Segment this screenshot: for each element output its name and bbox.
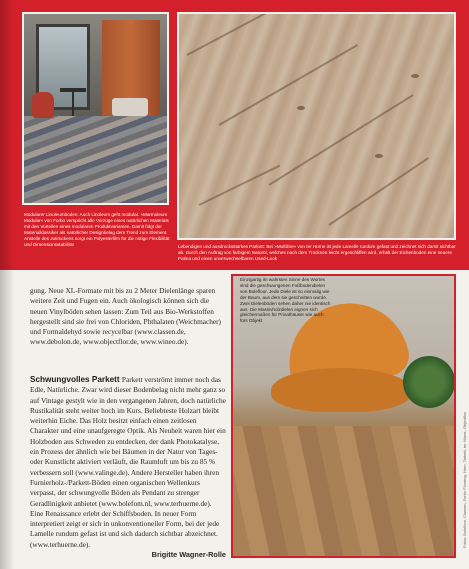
wood-grain-line	[187, 12, 294, 56]
red-chair	[32, 92, 54, 118]
wooden-parquet-floor-photo	[177, 12, 456, 240]
author-byline: Brigitte Wagner-Rolle	[151, 550, 226, 560]
plant	[403, 356, 455, 408]
wood-grain-line	[328, 157, 429, 226]
caption-linoleum: Modularer Linoleumboden: Auch Linoleum geht modular. »Marmoleum Modular« von Forbo verspricht alle Vorzüge eines natürlichen Materials mit den Vorteilen eines modularen Produktvarianten. Damit folgt der Materialklassiker als natürlicher Designbelag dem Trend zum Element. Anstelle des Jutirückens sorgt ein Polyesterfilm für die nötige Flexibilität und Dimensionsstabilität	[24, 212, 170, 248]
wood-grain-line	[268, 94, 413, 186]
wood-grain-line	[199, 165, 281, 206]
wood-knot	[411, 74, 419, 78]
carpet-tiles	[24, 116, 167, 205]
photo-credits: Fotos: Bolefloor, Classen, Forbo Flooring, Haro, Tarkett, ter Hürne, Objectflor	[462, 412, 467, 548]
chair-seat	[271, 368, 411, 412]
wood-knot	[375, 154, 383, 158]
article-paragraph-2: Parkett verströmt immer noch das Edle, Natürliche. Zwar wird dieser Bodenbelag nicht mehr ganz so auf Vintage gestylt wie in den vergangenen Jahren, doch natürliche Rustikalität steht weiter hoch im Kurs. Beliebteste Holzart bleibt weiterhin Eiche. Das Holz besitzt einfach einen zeitlosen Charakter und eine unaufgeregte Optik. Als Neuheit waren hier ein Holzboden aus Schweden zu entdecken, der dank Photokatalyse, ein Prozess der ähnlich wie bei Bäumen in der Natur von Tages- oder Kunstlicht aktiviert verläuft, die Raumluft um bis zu 85 % verbessern soll (www.valinge.de). Andere Hersteller haben ihren Furnierholz-/Parkett-Böden einen organischen Wellenkurs verpasst, der schwungvolle Böden als Pendant zu strenger Geradlinigkeit anbietet (www.bolefom.nl, www.terhuerne.de). Eine Renaissance erlebt der Schiffsboden. In neuer Form interpretiert zeigt er sich in unkonventioneller Form, bei der jede Lamelle rundum gefast ist und sich dadurch sichtbar abzeichnet. (www.terhuerne.de).	[30, 375, 226, 549]
article-paragraph-1: gung. Neue XL-Formate mit bis zu 2 Meter Dielenlänge sparen weitere Zeit und Fugen ein. Auch ökologisch können sich die neuen Vinylböden sehen lassen: Zum Teil aus Bio-Werkstoffen hergestellt sind sie frei von Chloriden, Phthalaten (Weichmacher) und Formaldehyd sowie recycelbar (www.classen.de, www.debolon.de, www.objectflor.de, www.wineo.de).	[30, 286, 221, 347]
office-with-carpet-tiles-photo	[22, 12, 169, 205]
white-sofa	[112, 98, 148, 116]
wood-grain-line	[219, 44, 359, 126]
curved-floor-planks	[233, 426, 454, 556]
caption-bolefloor: Einzigartig im wahrsten Sinne des Wortes sind die geschwungenen Fußbodendielen von Bolefloor. Jede Diele ist so einmalig wie der Baum, aus dem sie geschnitten wurde. Zwei Dielenböden sehen daher nie identisch aus. Die Massivholzdielen eignen sich gleichermaßen für Privathäuser wie auch fürs Objekt	[240, 277, 331, 324]
wood-knot	[297, 106, 305, 110]
article-section	[30, 375, 226, 560]
page-fold-shadow	[0, 0, 14, 569]
caption-parquet: Lebendigen und ausdrucksstarkes Parkett: Bei »Multiline« von ter Hürne ist jede Lamelle rundum gefast und zeichnet sich damit sichtbar ab. Durch den Auftrag von farbigem Naturöl, welches nach dem Trocknen leicht ergeschliffen wird, erhält der Eichenboden eine neuere Patina und einen unverwechselbaren Used-Look	[178, 244, 456, 262]
side-table-leg	[72, 92, 74, 116]
section-heading: Schwungvolles Parkett	[30, 375, 122, 384]
